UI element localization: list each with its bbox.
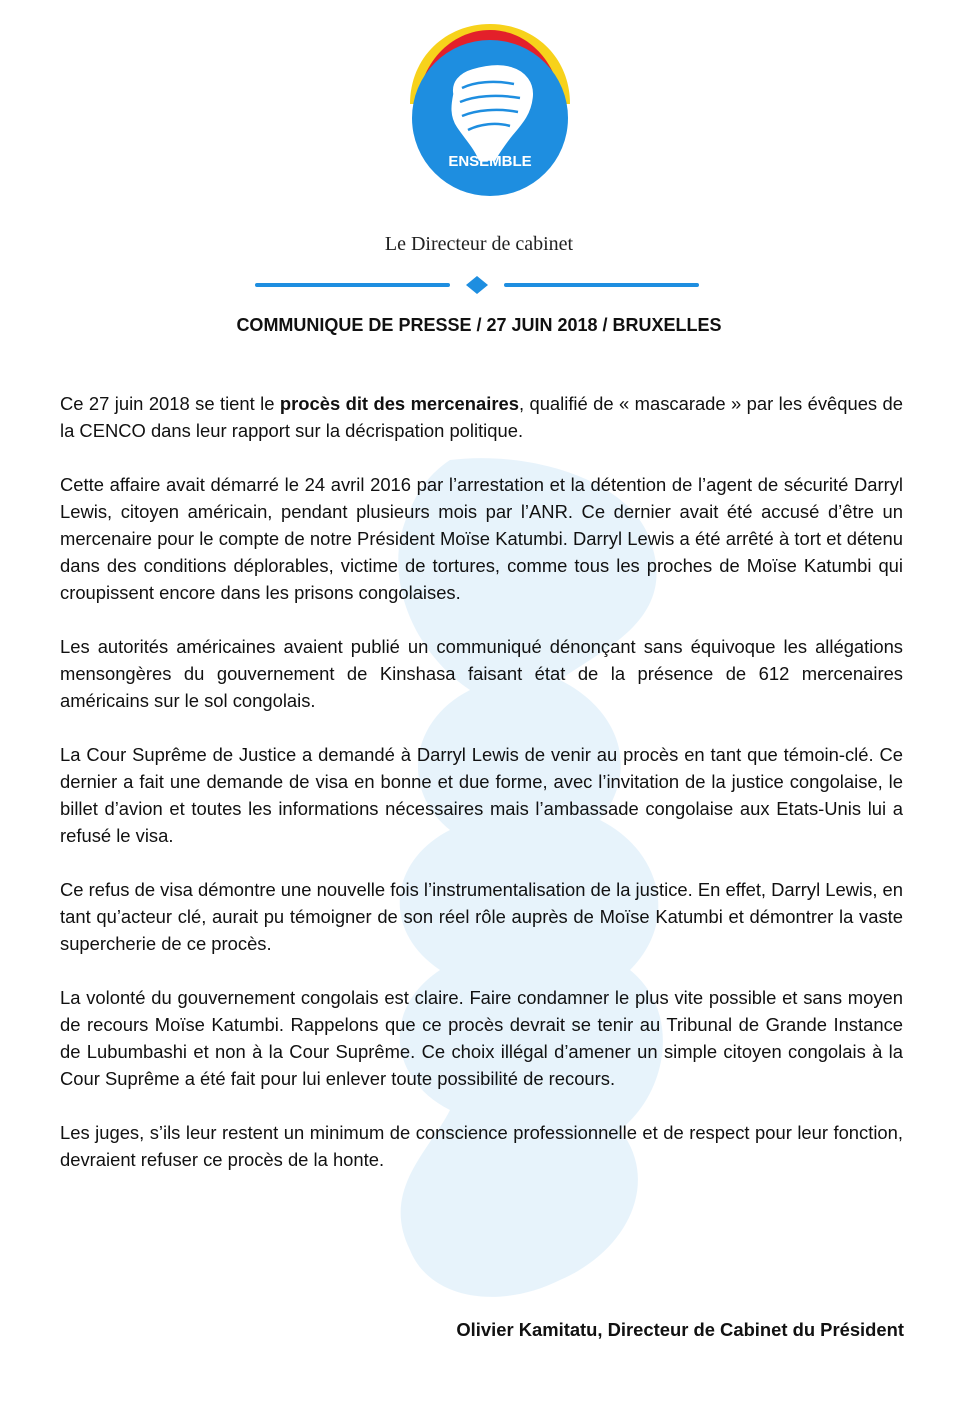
paragraph-2: Cette affaire avait démarré le 24 avril 2016 par l’arrestation et la détention de l’agent de sécurité Darryl Lewis, citoyen américain, pendant plusieurs mois par l’ANR. Ce dernier avait été accusé d’être un mercenaire pour le compte de notre Président Moïse Katumbi. Darryl Lewis a été arrêté à tort et détenu dans des conditions déplorables, victime de tortures, comme tous les proches de Moïse Katumbi qui croupissent encore dans les prisons congolaises. bbox=[60, 474, 903, 603]
header-divider bbox=[254, 276, 700, 294]
paragraph-3: Les autorités américaines avaient publié un communiqué dénonçant sans équivoque les allégations mensongères du gouvernement de Kinshasa faisant état de la présence de 612 mercenaires américains sur le sol congolais. bbox=[60, 636, 903, 711]
press-release-headline: COMMUNIQUE DE PRESSE / 27 JUIN 2018 / BRUXELLES bbox=[236, 315, 722, 335]
paragraph-1-start: Ce 27 juin 2018 se tient le bbox=[60, 393, 280, 414]
paragraph-6: La volonté du gouvernement congolais est claire. Faire condamner le plus vite possible et sans moyen de recours Moïse Katumbi. Rappelons que ce procès devrait se tenir au Tribunal de Grande Instance de Lubumbashi et non à la Cour Suprême. Ce choix illégal d’amener un simple citoyen congolais à la Cour Suprême a été fait pour lui enlever toute possibilité de recours. bbox=[60, 987, 903, 1089]
logo-text: ENSEMBLE bbox=[448, 153, 532, 170]
signature: Olivier Kamitatu, Directeur de Cabinet du Président bbox=[456, 1319, 904, 1340]
paragraph-1-emphasis: procès dit des mercenaires bbox=[279, 393, 519, 414]
press-release-body bbox=[60, 390, 903, 1200]
paragraph-1 bbox=[60, 390, 903, 444]
director-title: Le Directeur de cabinet bbox=[384, 233, 574, 255]
paragraph-1-end: , qualifié de « mascarade » par les évêques de la CENCO dans leur rapport sur la décrispation politique. bbox=[60, 393, 903, 441]
paragraph-4: La Cour Suprême de Justice a demandé à Darryl Lewis de venir au procès en tant que témoin-clé. Ce dernier a fait une demande de visa en bonne et due forme, avec l’invitation de la justice congolaise, le billet d’avion et toutes les informations nécessaires mais l’ambassade congolaise aux Etats-Unis lui a refusé le visa. bbox=[60, 744, 903, 846]
paragraph-5: Ce refus de visa démontre une nouvelle fois l’instrumentalisation de la justice. En effet, Darryl Lewis, en tant qu’acteur clé, aurait pu témoigner de son réel rôle auprès de Moïse Katumbi et démontrer la vaste supercherie de ce procès. bbox=[60, 879, 903, 954]
ensemble-logo bbox=[404, 22, 574, 198]
paragraph-7: Les juges, s’ils leur restent un minimum de conscience professionnelle et de respect pour leur fonction, devraient refuser ce procès de la honte. bbox=[60, 1122, 903, 1170]
